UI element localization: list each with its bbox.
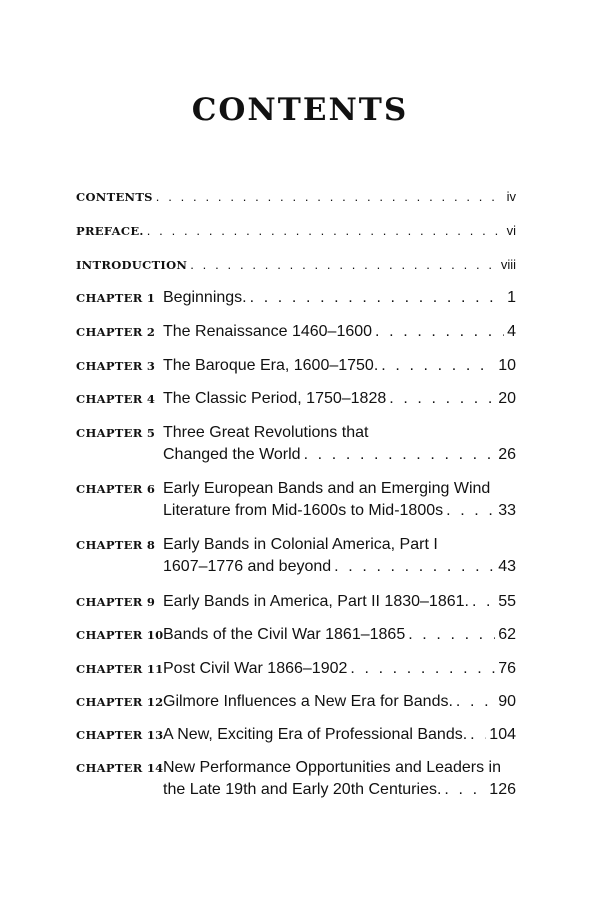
chapter-title bbox=[163, 591, 516, 613]
chapter-title bbox=[163, 287, 516, 309]
chapter-title-line: New Performance Opportunities and Leaders in bbox=[163, 759, 501, 776]
toc-entry[interactable] bbox=[76, 757, 516, 801]
dot-leader bbox=[444, 779, 486, 801]
toc-page-number: 1 bbox=[507, 289, 516, 306]
chapter-title bbox=[163, 534, 516, 578]
dot-leader bbox=[304, 444, 496, 466]
chapter-title-line: Early European Bands and an Emerging Wind bbox=[163, 480, 491, 497]
toc-entry[interactable] bbox=[76, 478, 516, 522]
chapter-title bbox=[163, 422, 516, 466]
toc-entry[interactable] bbox=[76, 257, 516, 272]
dot-leader bbox=[470, 724, 486, 746]
dot-leader bbox=[350, 658, 495, 680]
toc-page-number: 90 bbox=[498, 693, 516, 710]
toc-entry[interactable] bbox=[76, 189, 516, 204]
chapter-title bbox=[163, 691, 516, 713]
toc-entry[interactable] bbox=[76, 658, 516, 680]
chapter-label: CHAPTER 9 bbox=[76, 595, 156, 609]
chapter-title-line: The Classic Period, 1750–1828 bbox=[163, 390, 387, 407]
chapter-label: CHAPTER 13 bbox=[76, 728, 164, 742]
toc-page-number: iv bbox=[506, 189, 516, 204]
toc-entry[interactable] bbox=[76, 724, 516, 746]
chapter-title bbox=[163, 355, 516, 377]
toc-entry-label: PREFACE. bbox=[76, 224, 144, 238]
chapter-title bbox=[163, 321, 516, 343]
dot-leader bbox=[389, 388, 495, 410]
chapter-title-line: A New, Exciting Era of Professional Bands. bbox=[163, 726, 468, 743]
chapter-title-line: 1607–1776 and beyond bbox=[163, 558, 332, 575]
chapter-label: CHAPTER 4 bbox=[76, 392, 156, 406]
dot-leader bbox=[446, 500, 495, 522]
chapter-label: CHAPTER 8 bbox=[76, 538, 156, 552]
chapter-title-line: Post Civil War 1866–1902 bbox=[163, 660, 348, 677]
chapter-label: CHAPTER 14 bbox=[76, 761, 164, 775]
toc-entry[interactable] bbox=[76, 591, 516, 613]
chapter-title-line: Early Bands in Colonial America, Part I bbox=[163, 536, 438, 553]
toc-page-number: viii bbox=[500, 257, 516, 272]
toc-entry[interactable] bbox=[76, 388, 516, 410]
dot-leader bbox=[147, 223, 504, 238]
toc-page-number: 76 bbox=[498, 660, 516, 677]
chapter-title-line: Literature from Mid-1600s to Mid-1800s bbox=[163, 502, 444, 519]
chapter-title-line: Beginnings. bbox=[163, 289, 247, 306]
toc-page-number: 43 bbox=[498, 558, 516, 575]
dot-leader bbox=[156, 189, 504, 204]
dot-leader bbox=[456, 691, 495, 713]
chapter-title-line: Changed the World bbox=[163, 446, 301, 463]
dot-leader bbox=[381, 355, 495, 377]
toc-entry[interactable] bbox=[76, 422, 516, 466]
chapter-title bbox=[163, 478, 516, 522]
dot-leader bbox=[408, 624, 495, 646]
chapter-title bbox=[163, 724, 516, 746]
toc-entry[interactable] bbox=[76, 624, 516, 646]
toc-entry[interactable] bbox=[76, 321, 516, 343]
chapter-label: CHAPTER 12 bbox=[76, 695, 164, 709]
chapter-label: CHAPTER 3 bbox=[76, 359, 156, 373]
dot-leader bbox=[334, 556, 495, 578]
toc-page-number: 104 bbox=[489, 726, 516, 743]
toc-page-number: 20 bbox=[498, 390, 516, 407]
toc-page-number: 33 bbox=[498, 502, 516, 519]
toc-page-number: 62 bbox=[498, 626, 516, 643]
chapter-title-line: Gilmore Influences a New Era for Bands. bbox=[163, 693, 453, 710]
chapter-title bbox=[163, 388, 516, 410]
toc-entry[interactable] bbox=[76, 223, 516, 238]
chapter-title-line: the Late 19th and Early 20th Centuries. bbox=[163, 781, 442, 798]
toc-entry[interactable] bbox=[76, 287, 516, 309]
toc-page-number: 26 bbox=[498, 446, 516, 463]
chapter-title bbox=[163, 624, 516, 646]
toc-page-number: 10 bbox=[498, 357, 516, 374]
toc-page-number: vi bbox=[506, 223, 516, 238]
chapter-label: CHAPTER 2 bbox=[76, 325, 156, 339]
chapter-title bbox=[163, 757, 516, 801]
toc-entry[interactable] bbox=[76, 691, 516, 713]
dot-leader bbox=[250, 287, 504, 309]
chapter-label: CHAPTER 5 bbox=[76, 426, 156, 440]
toc-entry[interactable] bbox=[76, 355, 516, 377]
dot-leader bbox=[472, 591, 495, 613]
chapter-title-line: Three Great Revolutions that bbox=[163, 424, 369, 441]
dot-leader bbox=[190, 257, 498, 272]
chapter-title-line: The Renaissance 1460–1600 bbox=[163, 323, 373, 340]
toc-page-number: 4 bbox=[507, 323, 516, 340]
toc-entry[interactable] bbox=[76, 534, 516, 578]
chapter-label: CHAPTER 1 bbox=[76, 291, 156, 305]
chapter-label: CHAPTER 6 bbox=[76, 482, 156, 496]
dot-leader bbox=[375, 321, 504, 343]
toc-entry-label: CONTENTS bbox=[76, 190, 153, 204]
chapter-title bbox=[163, 658, 516, 680]
chapter-title-line: Bands of the Civil War 1861–1865 bbox=[163, 626, 406, 643]
toc-page-number: 55 bbox=[498, 593, 516, 610]
toc-page-number: 126 bbox=[489, 781, 516, 798]
page-title: CONTENTS bbox=[191, 92, 409, 128]
chapter-label: CHAPTER 11 bbox=[76, 662, 164, 676]
chapter-label: CHAPTER 10 bbox=[76, 628, 164, 642]
chapter-title-line: The Baroque Era, 1600–1750. bbox=[163, 357, 379, 374]
toc-entry-label: INTRODUCTION bbox=[76, 258, 188, 272]
chapter-title-line: Early Bands in America, Part II 1830–1861. bbox=[163, 593, 469, 610]
